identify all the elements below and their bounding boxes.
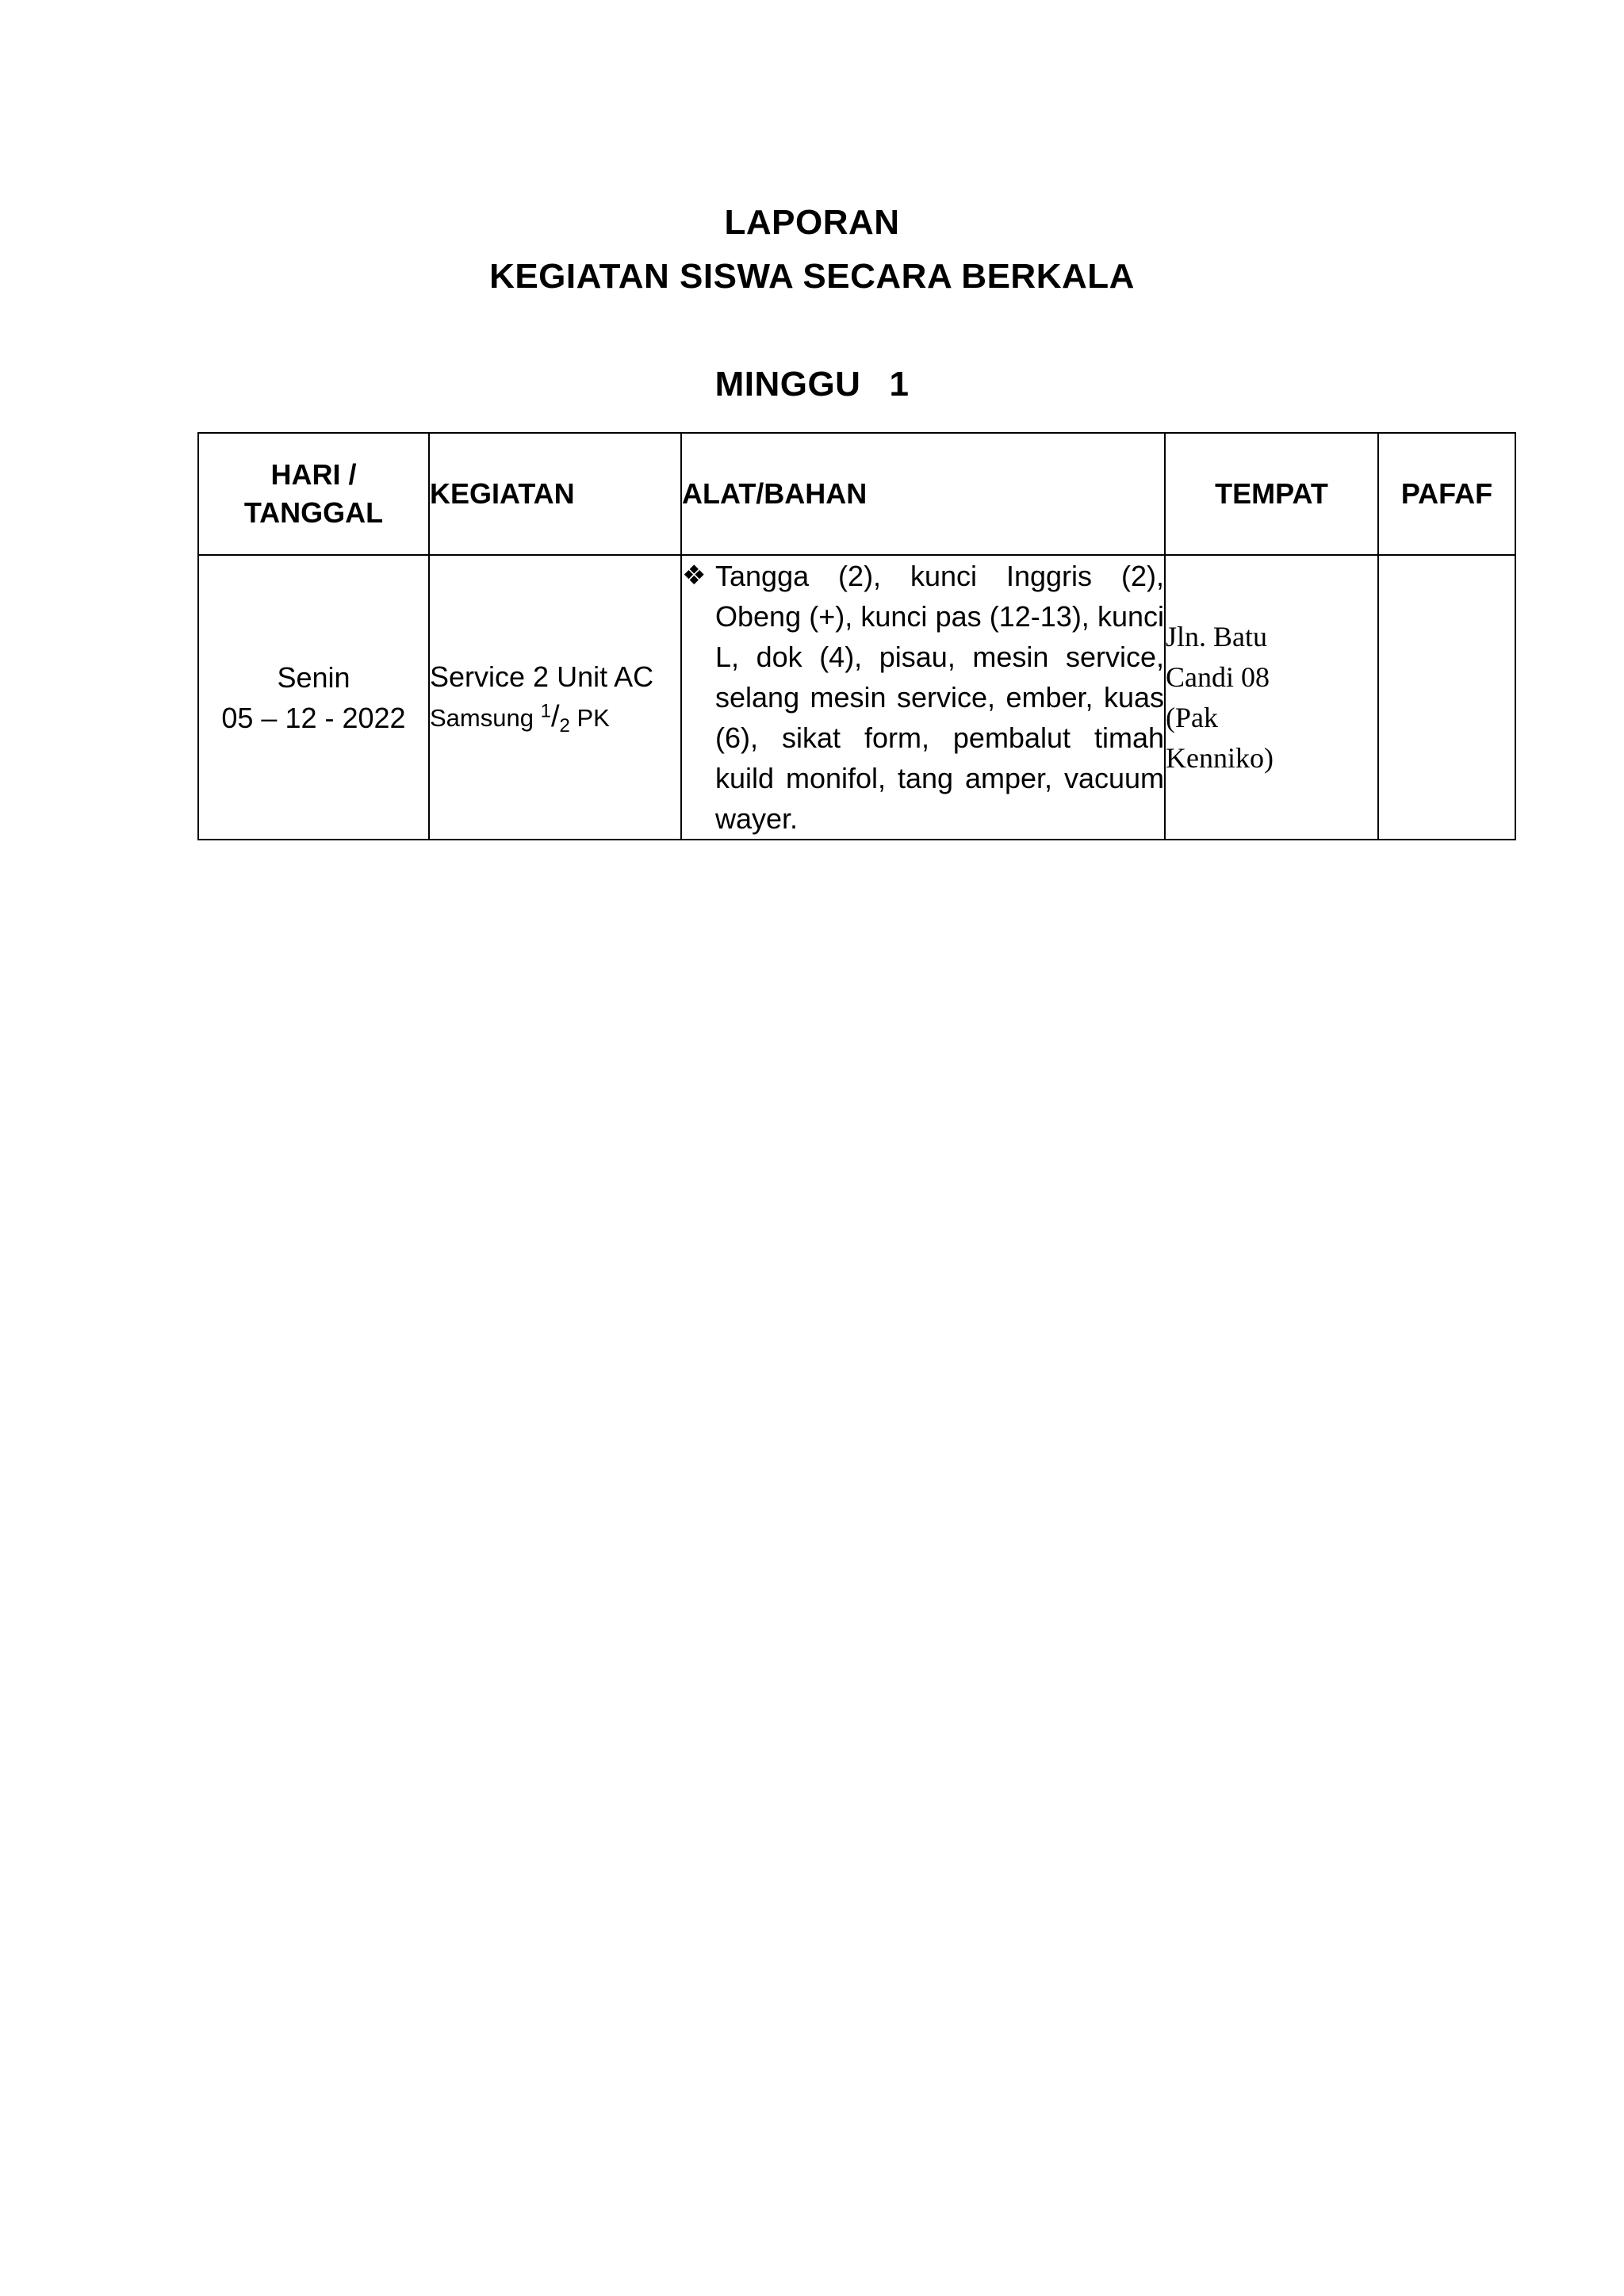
day-date-cell	[198, 555, 429, 840]
day-name: Senin	[277, 660, 350, 694]
activity-line2	[430, 697, 680, 738]
activity-brand: Samsung	[430, 704, 534, 732]
report-subtitle: KEGIATAN SISWA SECARA BERKALA	[489, 257, 1135, 296]
diamond-bullet-icon: ❖	[682, 560, 707, 591]
header-date-line2: TANGGAL	[243, 496, 384, 529]
place-line4: Kenniko)	[1166, 741, 1274, 774]
header-signature: PAFAF	[1378, 433, 1515, 555]
tools-cell	[681, 555, 1165, 840]
tools-list: Tangga (2), kunci Inggris (2), Obeng (+), kunci pas (12-13), kunci L, dok (4), pisau, mesin service, selang mesin service, ember, kuas (6), sikat form, pembalut timah kuild monifol, tang amper, vacuum wayer.	[715, 560, 1164, 835]
place-line3: (Pak	[1166, 701, 1218, 733]
header-activity: KEGIATAN	[429, 433, 681, 555]
fraction-denominator: 2	[559, 715, 570, 737]
week-number: 1	[889, 365, 910, 404]
header-tools: ALAT/BAHAN	[681, 433, 1165, 555]
activity-table	[197, 432, 1516, 840]
week-heading	[0, 358, 1624, 411]
place-line1: Jln. Batu	[1166, 620, 1268, 652]
header-date	[198, 433, 429, 555]
week-label: MINGGU	[714, 365, 861, 404]
activity-line1: Service 2 Unit AC	[430, 660, 654, 693]
capacity-fraction: $^1/_2$	[540, 700, 570, 737]
fraction-numerator: 1	[540, 700, 551, 722]
table-header-row	[198, 433, 1515, 555]
activity-unit: PK	[576, 704, 610, 732]
header-date-line1: HARI /	[270, 458, 357, 491]
place-line2: Candi 08	[1166, 660, 1270, 693]
date-value: 05 – 12 - 2022	[221, 701, 406, 734]
place-cell	[1165, 555, 1378, 840]
signature-cell	[1378, 555, 1515, 840]
table-row	[198, 555, 1515, 840]
header-place: TEMPAT	[1165, 433, 1378, 555]
report-title: LAPORAN	[724, 203, 900, 242]
activity-cell	[429, 555, 681, 840]
